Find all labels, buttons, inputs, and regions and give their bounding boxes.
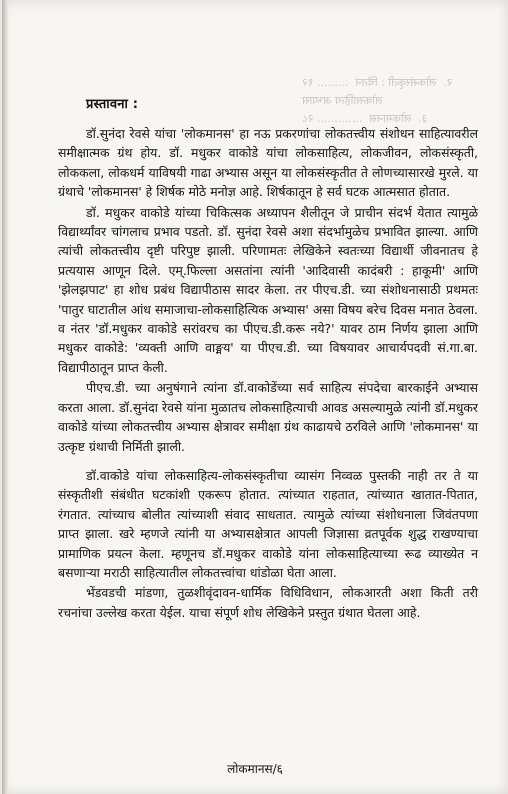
page-content [58,94,478,622]
paragraph: डॉ. मधुकर वाकोडे यांच्या चिकित्सक अध्यापन शैलीतून जे प्राचीन संदर्भ येतात त्यामुळे विद्यार्थ्यांवर चांगलाच प्रभाव पडतो. डॉ. सुनंदा रेवसे अशा संदर्भामुळेच प्रभावित झाल्या. आणि त्यांची लोकतत्त्वीय दृष्टी परिपुष्ट झाली. परिणामतः लेखिकेने स्वतःच्या विद्यार्थी जीवनातच हे प्रत्ययास आणून दिले. एम्.फिल्‍ला असतांना त्यांनी 'आदिवासी कादंबरी : हाकूमी' आणि 'झेलझपाट' हा शोध प्रबंध विद्यापीठास सादर केला. तर पीएच.डी. च्या संशोधनासाठी प्रथमतः 'पातुर घाटातील आंध समाजाचा-लोकसाहित्यिक अभ्यास' असा विषय बरेच दिवस मनात ठेवला. व नंतर 'डॉ.मधुकर वाकोडे सरांवरच का पीएच.डी.करू नये?' यावर ठाम निर्णय झाला आणि मधुकर वाकोडे: 'व्यक्ती आणि वाङ्मय' या पीएच.डी. च्या विषयावर आचार्यपदवी सं.गा.बा. विद्यापीठातून प्राप्त केली. [58,204,478,375]
paragraph: डॉ.सुनंदा रेवसे यांचा 'लोकमानस' हा नऊ प्रकरणांचा लोकतत्त्वीय संशोधन साहित्यावरील समीक्षात्मक ग्रंथ होय. डॉ. मधुकर वाकोडे यांचा लोकसाहित्य, लोकजीवन, लोकसंस्कृती, लोककला, लोकधर्म याविषयी गाढा अभ्यास असून या लोकसंस्कृतीत ते लोणच्यासारखे मुरले. या ग्रंथाचे 'लोकमानस' हे शिर्षक मोठे मनोज्ञ आहे. शिर्षकातून हे सर्व घटक आत्मसात होतात. [58,126,478,200]
paragraph: डॉ.वाकोडे यांचा लोकसाहित्य-लोकसंस्कृतीचा व्यासंग निव्वळ पुस्तकी नाही तर ते या संस्कृतीशी संबंधीत घटकांशी एकरूप होतात. त्यांच्यात राहतात, त्यांच्यात खातात-पितात, रंगतात. त्यांच्याच बोलीत त्यांच्याशी संवाद साधतात. त्यामुळे त्यांच्या संशोधनाला जिवंतपणा प्राप्त झाला. खरे म्हणजे त्यांनी या अभ्यासक्षेत्रात आपली जिज्ञासा व्रतपूर्वक शुद्ध राखण्याचा प्रामाणिक प्रयत्न केला. म्हणूनच डॉ.मधुकर वाकोडे यांना लोकसाहित्याच्या रूढ व्याख्येत न बसणाऱ्या मराठी साहित्यातील लोकतत्त्वांचा धांडोळा घेता आला. [58,467,478,580]
bleed-through-text: लोकसाहित्य अभ्यास [302,94,397,107]
book-page [2,0,508,794]
section-heading: प्रस्तावना : [86,97,139,112]
bleed-through-text: २. लोकसंस्कृती : चिंतन ......... १२ [302,76,453,89]
paragraph: भेंडवडची मांडणा, तुळशीवृंदावन-धार्मिक विधिविधान, लोकआरती अशा किती तरी रचनांचा उल्लेख करता येईल. याचा संपूर्ण शोध लेखिकेने प्रस्तुत ग्रंथात घेतला आहे. [58,585,478,620]
bleed-through-text: ३. लोकमानस ............. २८ [302,112,428,125]
paragraph: पीएच.डी. च्या अनुषंगाने त्यांना डॉ.वाकोडेंच्या सर्व साहित्य संपदेचा बारकाईने अभ्यास करता आला. डॉ.सुनंदा रेवसे यांना मुळातच लोकसाहित्याची आवड असल्यामुळे त्यांनी डॉ.मधुकर वाकोडे यांच्या लोकतत्त्वीय अभ्यास क्षेत्रावर समीक्षा ग्रंथ काढायचे ठरविले आणि 'लोकमानस' या उत्कृष्ट ग्रंथाची निर्मिती झाली. [58,380,478,454]
page-binding-edge [2,0,8,794]
page-footer: लोकमानस/६ [227,762,283,776]
